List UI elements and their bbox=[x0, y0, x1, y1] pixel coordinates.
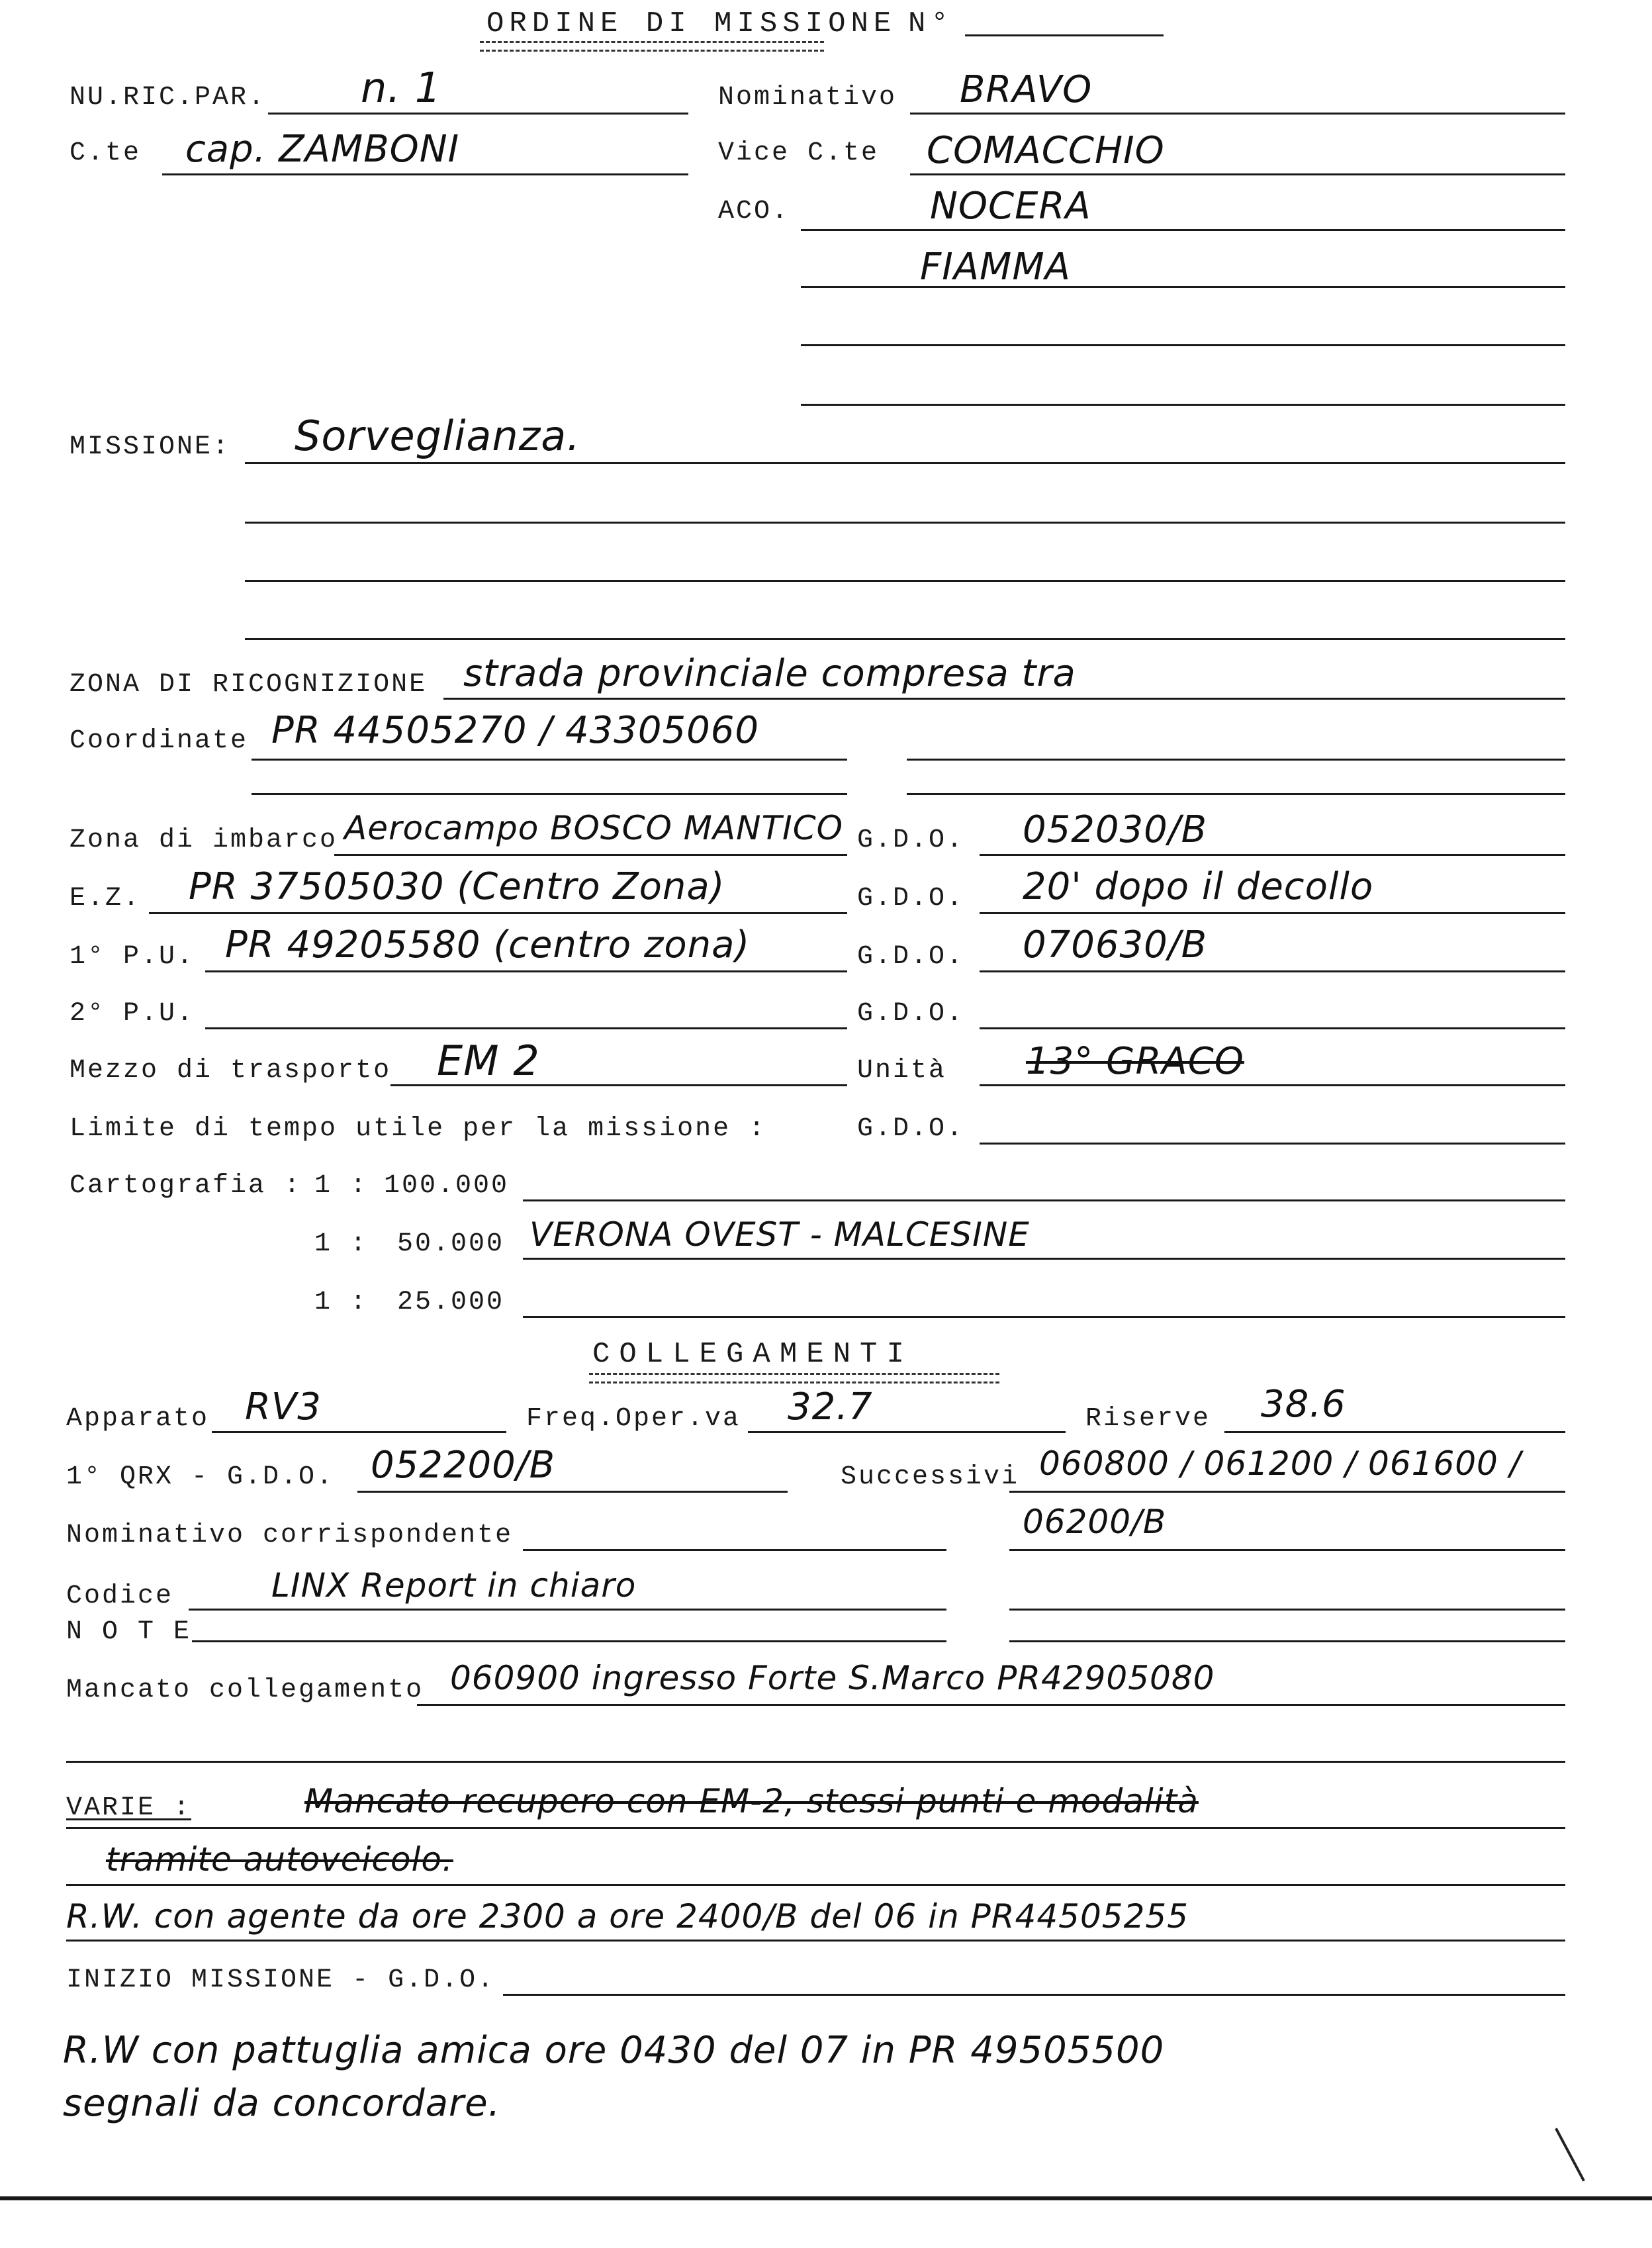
recon-zone-value: strada provinciale compresa tra bbox=[463, 652, 1076, 695]
mission-start-line bbox=[503, 1994, 1565, 1996]
notes-label: N O T E bbox=[66, 1617, 192, 1647]
scale-100k-ratio: 1 : bbox=[314, 1171, 369, 1201]
pu1-gdo-label: G.D.O. bbox=[857, 942, 965, 972]
recon-zone-label: ZONA DI RICOGNIZIONE bbox=[69, 670, 428, 700]
frequency-label: Freq.Oper.va bbox=[526, 1404, 741, 1434]
mission-value: Sorveglianza. bbox=[295, 412, 580, 460]
mission-start-label: INIZIO MISSIONE - G.D.O. bbox=[66, 1965, 496, 1995]
unit-assignment-line bbox=[980, 1084, 1565, 1086]
various-rule-3 bbox=[66, 1940, 1565, 1942]
transport-value: EM 2 bbox=[437, 1037, 540, 1085]
aco-line-2 bbox=[801, 286, 1565, 288]
pu1-line bbox=[205, 970, 847, 972]
notes-line-right bbox=[1009, 1640, 1565, 1642]
various-line-2: tramite autoveicolo. bbox=[106, 1840, 453, 1879]
commander-label: C.te bbox=[69, 138, 142, 168]
pu2-gdo-line bbox=[980, 1027, 1565, 1029]
ez-value: PR 37505030 (Centro Zona) bbox=[189, 865, 725, 908]
embark-gdo-value: 052030/B bbox=[1023, 808, 1208, 851]
recon-zone-line bbox=[443, 698, 1565, 700]
embark-gdo-line bbox=[980, 854, 1565, 856]
coordinates-line-2 bbox=[252, 793, 847, 795]
coordinates-value: PR 44505270 / 43305060 bbox=[271, 709, 760, 752]
scale-100k: 100.000 bbox=[384, 1171, 510, 1201]
time-limit-gdo-line bbox=[980, 1143, 1565, 1145]
apparatus-value: RV3 bbox=[245, 1385, 322, 1428]
ez-label: E.Z. bbox=[69, 884, 142, 913]
following-label: Successivi bbox=[841, 1462, 1020, 1492]
frequency-line bbox=[748, 1431, 1066, 1433]
following-line bbox=[1009, 1491, 1565, 1493]
scale-25k-line bbox=[523, 1316, 1565, 1318]
apparatus-label: Apparato bbox=[66, 1404, 210, 1434]
unit-assignment-label: Unità bbox=[857, 1056, 947, 1086]
time-limit-label: Limite di tempo utile per la missione : bbox=[69, 1114, 767, 1144]
failed-link-line-2 bbox=[66, 1761, 1565, 1763]
frequency-value: 32.7 bbox=[788, 1385, 873, 1428]
vice-commander-value: COMACCHIO bbox=[927, 129, 1165, 172]
pu1-label: 1° P.U. bbox=[69, 942, 195, 972]
various-label: VARIE : bbox=[66, 1793, 192, 1823]
pu2-gdo-label: G.D.O. bbox=[857, 999, 965, 1029]
mission-line-4 bbox=[245, 638, 1565, 640]
code-line-right bbox=[1009, 1609, 1565, 1611]
scale-25k-ratio: 1 : bbox=[314, 1288, 369, 1317]
code-value: LINX Report in chiaro bbox=[271, 1566, 637, 1605]
scale-100k-line bbox=[523, 1199, 1565, 1201]
order-number-line bbox=[965, 34, 1164, 36]
code-label: Codice bbox=[66, 1581, 174, 1611]
page-bottom-edge bbox=[0, 2196, 1652, 2200]
various-rule-1 bbox=[66, 1827, 1565, 1829]
various-line-1: Mancato recupero con EM-2, stessi punti e modalità bbox=[304, 1782, 1199, 1820]
pu1-gdo-value: 070630/B bbox=[1023, 923, 1208, 966]
unit-line bbox=[268, 113, 688, 115]
unit-label: NU.RIC.PAR. bbox=[69, 83, 267, 113]
aco-line-4 bbox=[801, 404, 1565, 406]
various-line-3: R.W. con agente da ore 2300 a ore 2400/B del 06 in PR44505255 bbox=[66, 1897, 1189, 1936]
pu1-value: PR 49205580 (centro zona) bbox=[225, 923, 751, 966]
commander-value: cap. ZAMBONI bbox=[185, 128, 460, 171]
commander-line bbox=[162, 173, 688, 175]
first-qrx-label: 1° QRX - G.D.O. bbox=[66, 1462, 335, 1492]
coordinates-line-right bbox=[907, 759, 1565, 761]
scale-50k: 50.000 bbox=[397, 1229, 505, 1259]
pu2-label: 2° P.U. bbox=[69, 999, 195, 1029]
failed-link-value: 060900 ingresso Forte S.Marco PR42905080 bbox=[450, 1659, 1215, 1697]
reserve-line bbox=[1224, 1431, 1565, 1433]
time-limit-gdo-label: G.D.O. bbox=[857, 1114, 965, 1144]
ez-gdo-line bbox=[980, 912, 1565, 914]
scale-50k-line bbox=[523, 1258, 1565, 1260]
aco-value-2: FIAMMA bbox=[920, 246, 1071, 289]
mission-label: MISSIONE: bbox=[69, 432, 231, 462]
mission-line-1 bbox=[245, 462, 1565, 464]
footnote-line-1: R.W con pattuglia amica ore 0430 del 07 in PR 49505500 bbox=[63, 2029, 1165, 2072]
failed-link-label: Mancato collegamento bbox=[66, 1675, 424, 1705]
correspondent-label: Nominativo corrispondente bbox=[66, 1521, 514, 1550]
following-line-2 bbox=[1009, 1549, 1565, 1551]
ez-line bbox=[149, 912, 847, 914]
callsign-line bbox=[910, 113, 1565, 115]
pu1-gdo-line bbox=[980, 970, 1565, 972]
coordinates-label: Coordinate bbox=[69, 726, 249, 756]
callsign-label: Nominativo bbox=[718, 83, 897, 113]
vice-commander-label: Vice C.te bbox=[718, 138, 880, 168]
first-qrx-line bbox=[357, 1491, 788, 1493]
aco-label: ACO. bbox=[718, 197, 790, 226]
coordinates-line bbox=[252, 759, 847, 761]
notes-line bbox=[192, 1640, 946, 1642]
mission-line-2 bbox=[245, 522, 1565, 524]
failed-link-line bbox=[417, 1704, 1565, 1706]
document-title: ORDINE DI MISSIONE bbox=[486, 7, 897, 40]
callsign-value: BRAVO bbox=[960, 68, 1093, 111]
vice-commander-line bbox=[910, 173, 1565, 175]
correspondent-line bbox=[523, 1549, 946, 1551]
reserve-value: 38.6 bbox=[1261, 1383, 1346, 1426]
ez-gdo-value: 20' dopo il decollo bbox=[1023, 865, 1374, 908]
aco-line-1 bbox=[801, 229, 1565, 231]
unit-assignment-value: 13° GRACO bbox=[1026, 1040, 1244, 1083]
apparatus-line bbox=[212, 1431, 506, 1433]
reserve-label: Riserve bbox=[1085, 1404, 1211, 1434]
first-qrx-value: 052200/B bbox=[371, 1444, 556, 1487]
embark-label: Zona di imbarco bbox=[69, 825, 338, 855]
coordinates-line-2-right bbox=[907, 793, 1565, 795]
cartography-label: Cartografia : bbox=[69, 1171, 302, 1201]
scale-25k: 25.000 bbox=[397, 1288, 505, 1317]
mission-line-3 bbox=[245, 580, 1565, 582]
embark-value: Aerocampo BOSCO MANTICO bbox=[344, 809, 844, 847]
comms-title-underline bbox=[589, 1373, 999, 1383]
code-line bbox=[189, 1609, 946, 1611]
following-value: 060800 / 061200 / 061600 / bbox=[1039, 1444, 1522, 1483]
following-value-2: 06200/B bbox=[1023, 1503, 1167, 1541]
comms-title: COLLEGAMENTI bbox=[592, 1338, 913, 1371]
footnote-line-2: segnali da concordare. bbox=[63, 2082, 501, 2125]
embark-gdo-label: G.D.O. bbox=[857, 825, 965, 855]
aco-line-3 bbox=[801, 344, 1565, 346]
scale-50k-value: VERONA OVEST - MALCESINE bbox=[529, 1215, 1030, 1254]
order-number-label: N° bbox=[908, 7, 954, 40]
title-underline bbox=[480, 41, 824, 52]
aco-value-1: NOCERA bbox=[930, 185, 1091, 228]
various-rule-2 bbox=[66, 1884, 1565, 1886]
pu2-line bbox=[205, 1027, 847, 1029]
scale-50k-ratio: 1 : bbox=[314, 1229, 369, 1259]
unit-value: n. 1 bbox=[361, 64, 442, 112]
pen-stroke-mark bbox=[1555, 2128, 1585, 2181]
embark-line bbox=[334, 854, 847, 856]
transport-label: Mezzo di trasporto bbox=[69, 1056, 392, 1086]
ez-gdo-label: G.D.O. bbox=[857, 884, 965, 913]
